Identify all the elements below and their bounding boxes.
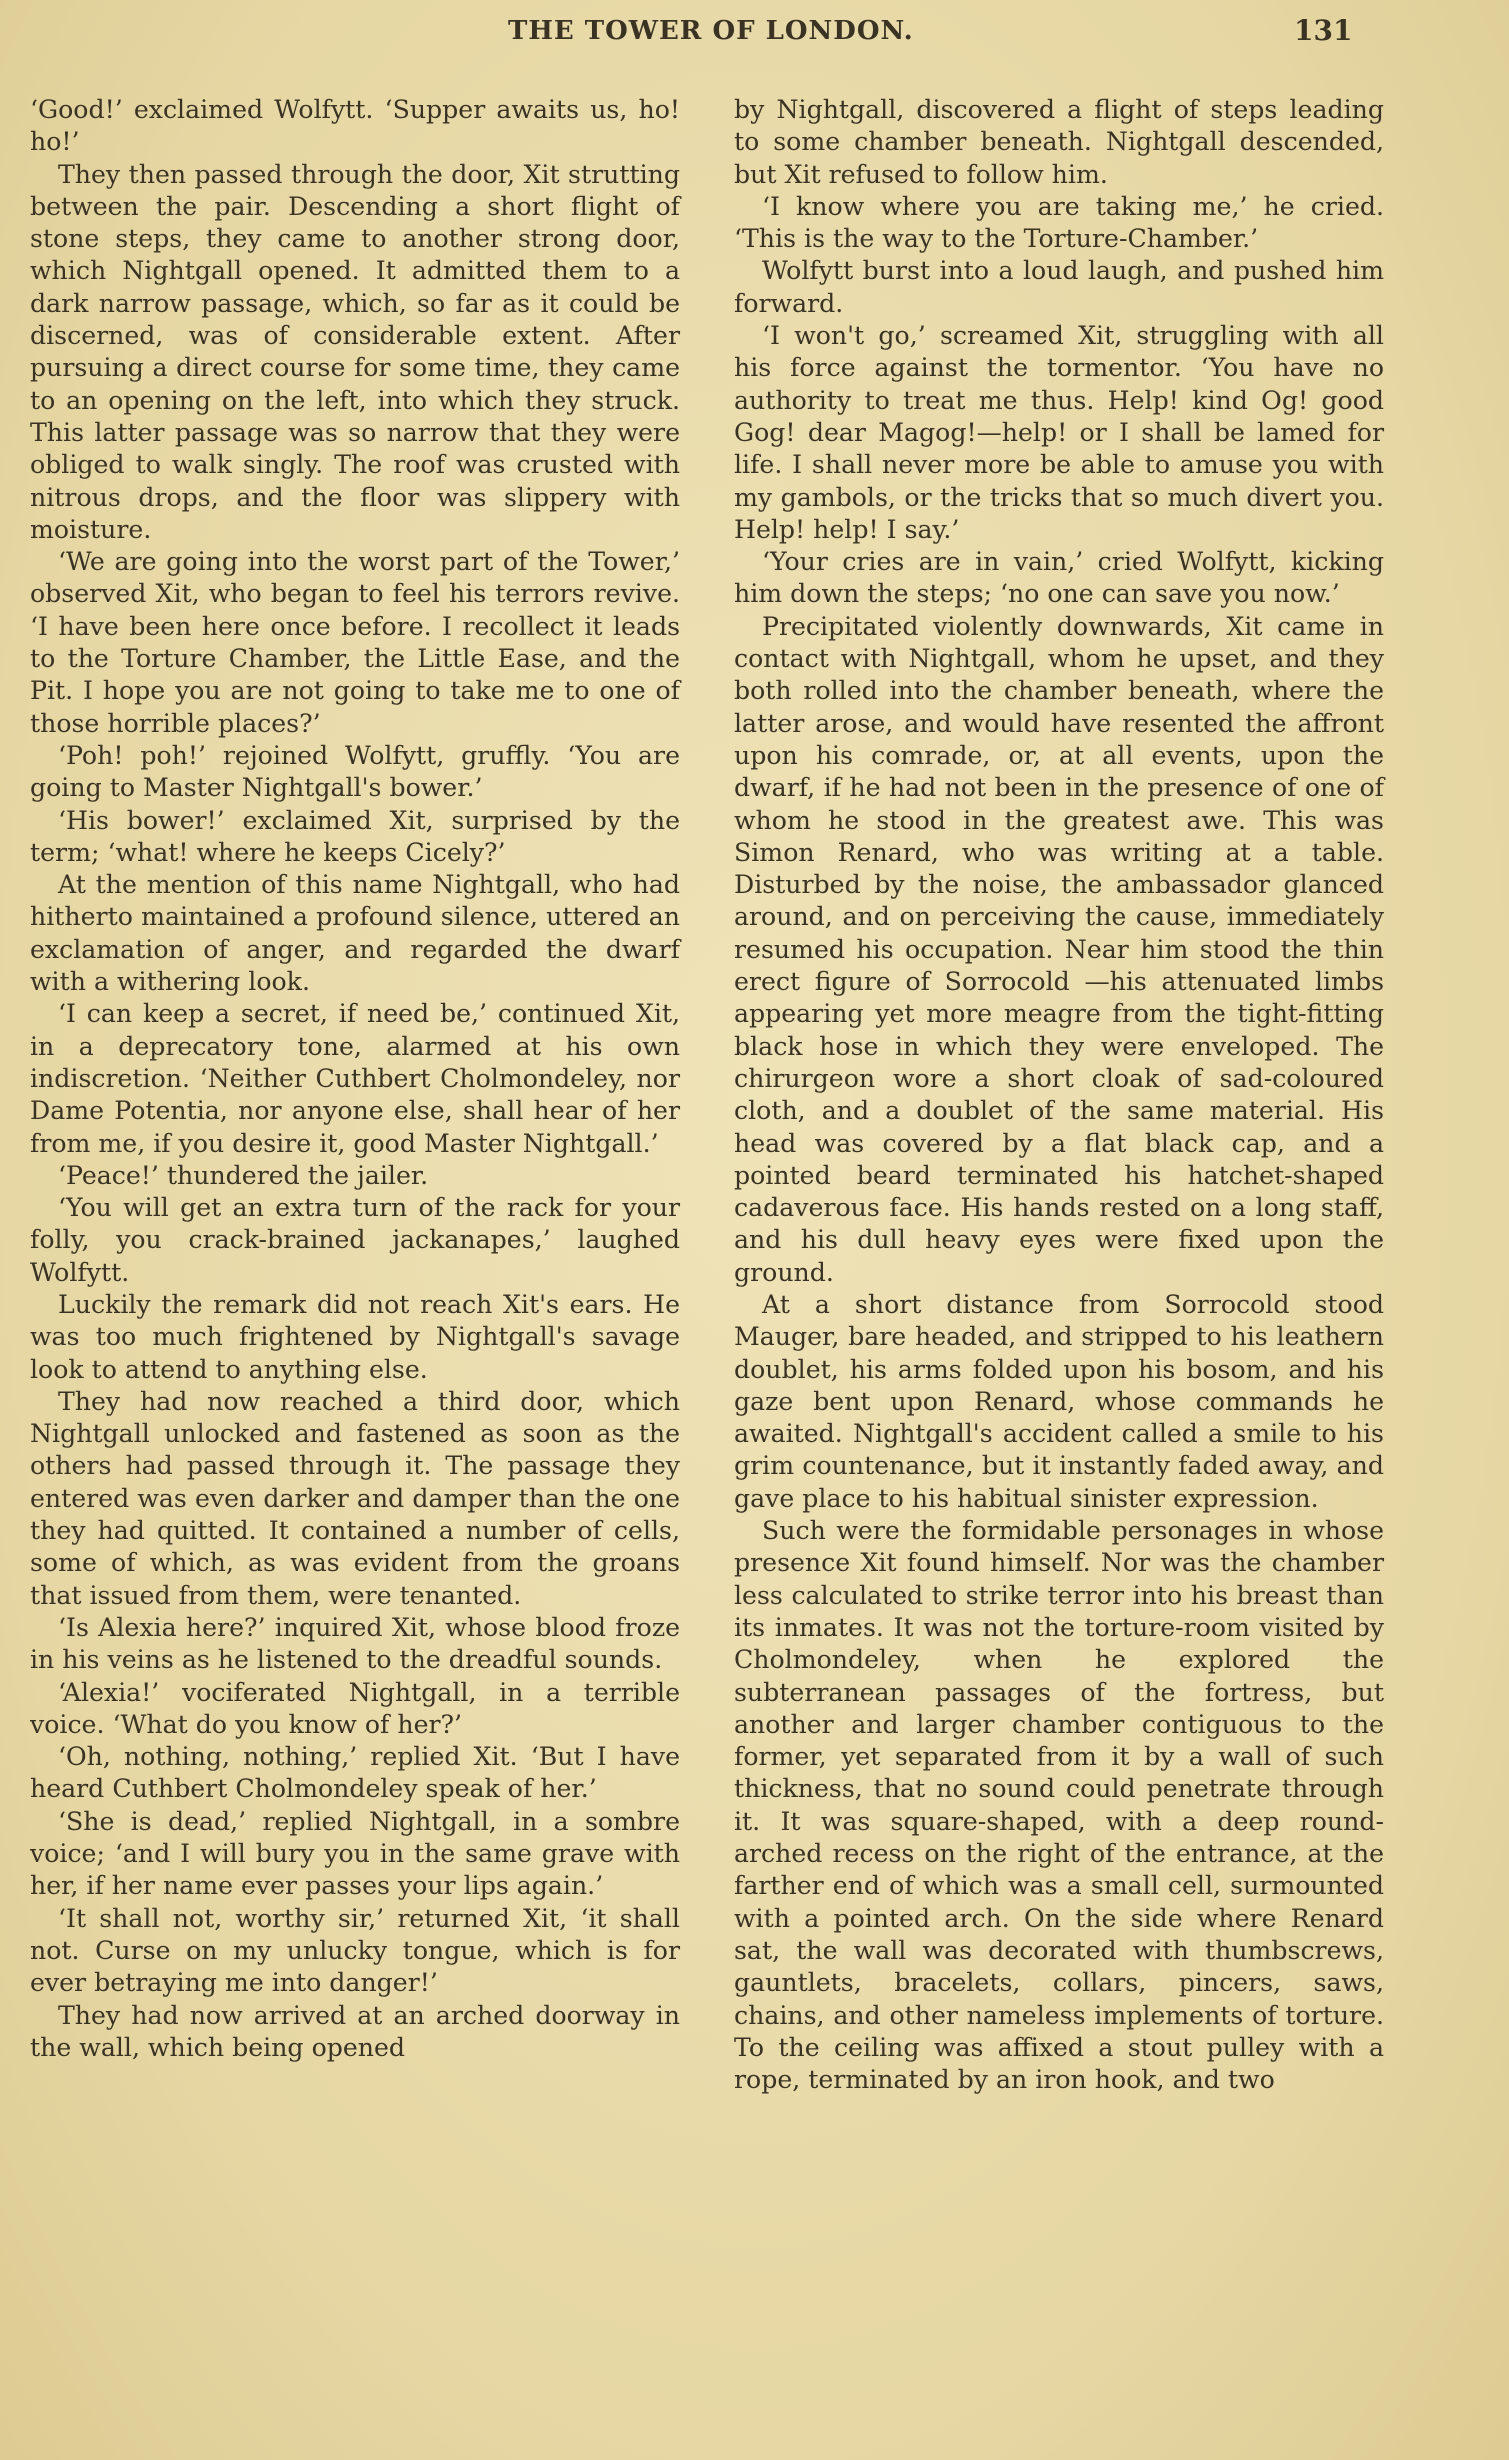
page-number: 131 xyxy=(1294,14,1353,47)
paragraph: They had now reached a third door, which Nightgall unlocked and fastened as soon as the others had passed through it. The passage they entered was even darker and damper than the one they had quitted. It contained a number of cells, some of which, as was evident from the groans that issued from them, were tenanted. xyxy=(30,1386,680,1610)
paragraph: At the mention of this name Nightgall, who had hitherto maintained a profound silence, uttered an exclamation of anger, and regarded the dwarf with a withering look. xyxy=(30,870,680,997)
paragraph: Such were the formidable personages in whose presence Xit found himself. Nor was the chamber less calculated to strike terror into his breast than its inmates. It was not the torture-room visited by Cholmondeley, when he explored the subterranean passages of the fortress, but another and larger chamber contiguous to the former, yet separated from it by a wall of such thickness, that no sound could penetrate through it. It was square-shaped, with a deep round-arched recess on the right of the entrance, at the farther end of which was a small cell, surmounted with a pointed arch. On the side where Renard sat, the wall was decorated with thumbscrews, gauntlets, bracelets, collars, pincers, saws, chains, and other nameless implements of torture. To the ceiling was affixed a stout pulley with a rope, terminated by an iron hook, and two xyxy=(734,1516,1384,2095)
paragraph: Wolfytt burst into a loud laugh, and pushed him forward. xyxy=(734,256,1384,318)
paragraph: At a short distance from Sorrocold stood Mauger, bare headed, and stripped to his leathern doublet, his arms folded upon his bosom, and his gaze bent upon Renard, whose commands he awaited. Nightgall's accident called a smile to his grim countenance, but it instantly faded away, and gave place to his habitual sinister expression. xyxy=(734,1289,1384,1513)
paragraph: ‘Peace!’ thundered the jailer. xyxy=(58,1160,429,1190)
paragraph: ‘Alexia!’ vociferated Nightgall, in a terrible voice. ‘What do you know of her?’ xyxy=(30,1677,680,1739)
paragraph: ‘You will get an extra turn of the rack for your folly, you crack-brained jackanapes,’ laughed Wolfytt. xyxy=(30,1193,680,1287)
paragraph: Luckily the remark did not reach Xit's ears. He was too much frightened by Nightgall's savage look to attend to anything else. xyxy=(30,1289,680,1384)
paragraph: ‘We are going into the worst part of the Tower,’ observed Xit, who began to feel his terrors revive. ‘I have been here once before. I recollect it leads to the Torture Chamber, the Little Ease, and the Pit. I hope you are not going to take me to one of those horrible places?’ xyxy=(30,547,680,738)
paragraph: ‘Good!’ exclaimed Wolfytt. ‘Supper awaits us, ho! ho!’ xyxy=(30,95,680,157)
page-header xyxy=(28,14,1353,60)
paragraph: ‘It shall not, worthy sir,’ returned Xit, ‘it shall not. Curse on my unlucky tongue, which is for ever betraying me into danger!’ xyxy=(30,1903,680,1998)
paragraph: They then passed through the door, Xit strutting between the pair. Descending a short flight of stone steps, they came to another strong door, which Nightgall opened. It admitted them to a dark narrow passage, which, so far as it could be discerned, was of considerable extent. After pursuing a direct course for some time, they came to an opening on the left, into which they struck. This latter passage was so narrow that they were obliged to walk singly. The roof was crusted with nitrous drops, and the floor was slippery with moisture. xyxy=(30,159,680,544)
paragraph: They had now arrived at an arched doorway in the wall, which being opened xyxy=(30,2000,680,2062)
paragraph: ‘I can keep a secret, if need be,’ continued Xit, in a deprecatory tone, alarmed at his own indiscretion. ‘Neither Cuthbert Cholmondeley, nor Dame Potentia, nor anyone else, shall hear of her from me, if you desire it, good Master Nightgall.’ xyxy=(30,999,680,1158)
paragraph: ‘I won't go,’ screamed Xit, struggling with all his force against the tormentor. ‘You have no authority to treat me thus. Help! kind Og! good Gog! dear Magog!—help! or I shall be lamed for life. I shall never more be able to amuse you with my gambols, or the tricks that so much divert you. Help! help! I say.’ xyxy=(734,321,1384,544)
running-title: THE TOWER OF LONDON. xyxy=(508,16,914,46)
paragraph: ‘Is Alexia here?’ inquired Xit, whose blood froze in his veins as he listened to the dreadful sounds. xyxy=(30,1612,680,1675)
left-column xyxy=(30,94,680,2064)
paragraph: ‘His bower!’ exclaimed Xit, surprised by the term; ‘what! where he keeps Cicely?’ xyxy=(30,805,680,867)
paragraph: ‘She is dead,’ replied Nightgall, in a sombre voice; ‘and I will bury you in the same grave with her, if her name ever passes your lips again.’ xyxy=(30,1806,680,1901)
paragraph: Precipitated violently downwards, Xit came in contact with Nightgall, whom he upset, and they both rolled into the chamber beneath, where the latter arose, and would have resented the affront upon his comrade, or, at all events, upon the dwarf, if he had not been in the presence of one of whom he stood in the greatest awe. This was Simon Renard, who was writing at a table. Disturbed by the noise, the ambassador glanced around, and on perceiving the cause, immediately resumed his occupation. Near him stood the thin erect figure of Sorrocold —his attenuated limbs appearing yet more meagre from the tight-fitting black hose in which they were enveloped. The chirurgeon wore a short cloak of sad-coloured cloth, and a doublet of the same material. His head was covered by a flat black cap, and a pointed beard terminated his hatchet-shaped cadaverous face. His hands rested on a long staff, and his dull heavy eyes were fixed upon the ground. xyxy=(734,611,1384,1287)
paragraph: by Nightgall, discovered a flight of steps leading to some chamber beneath. Nightgall descended, but Xit refused to follow him. xyxy=(734,95,1384,189)
paragraph: ‘Your cries are in vain,’ cried Wolfytt, kicking him down the steps; ‘no one can save you now.’ xyxy=(734,547,1384,609)
paragraph: ‘I know where you are taking me,’ he cried. ‘This is the way to the Torture-Chamber.’ xyxy=(734,191,1384,254)
paragraph: ‘Oh, nothing, nothing,’ replied Xit. ‘But I have heard Cuthbert Cholmondeley speak of her.’ xyxy=(30,1742,680,1804)
right-column xyxy=(734,94,1384,2096)
paragraph: ‘Poh! poh!’ rejoined Wolfytt, gruffly. ‘You are going to Master Nightgall's bower.’ xyxy=(30,740,680,803)
